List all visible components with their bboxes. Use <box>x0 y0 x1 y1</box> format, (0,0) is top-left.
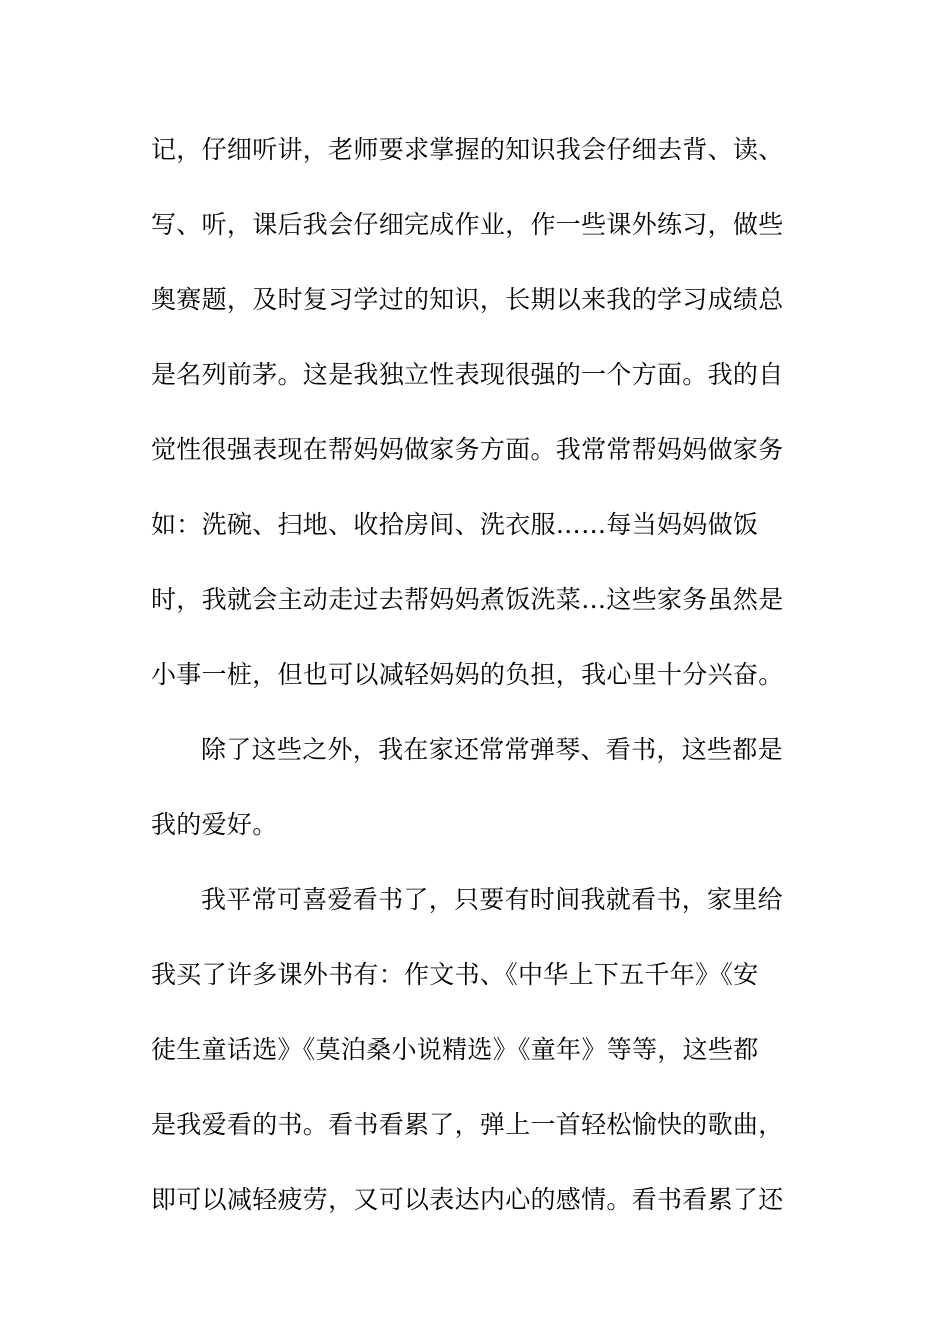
text-line: 写、听，课后我会仔细完成作业，作一些课外练习，做些 <box>151 210 784 239</box>
text-line: 我的爱好。 <box>151 810 278 839</box>
text-line: 小事一桩，但也可以减轻妈妈的负担，我心里十分兴奋。 <box>151 660 784 689</box>
paragraph-first-line: 除了这些之外，我在家还常常弹琴、看书，这些都是 <box>201 735 783 764</box>
text-line: 徒生童话选》《莫泊桑小说精选》《童年》等等，这些都 <box>151 1035 759 1064</box>
text-line: 记，仔细听讲，老师要求掌握的知识我会仔细去背、读、 <box>151 135 784 164</box>
text-line: 即可以减轻疲劳，又可以表达内心的感情。看书看累了还 <box>151 1185 784 1214</box>
text-line: 如：洗碗、扫地、收拾房间、洗衣服……每当妈妈做饭 <box>151 510 759 539</box>
text-line: 是名列前茅。这是我独立性表现很强的一个方面。我的自 <box>151 360 784 389</box>
text-line: 我买了许多课外书有：作文书、《中华上下五千年》《安 <box>151 960 759 989</box>
paragraph-first-line: 我平常可喜爱看书了，只要有时间我就看书，家里给 <box>201 885 783 914</box>
text-line: 时，我就会主动走过去帮妈妈煮饭洗菜…这些家务虽然是 <box>151 585 784 614</box>
text-line: 奥赛题，及时复习学过的知识，长期以来我的学习成绩总 <box>151 285 784 314</box>
text-line: 觉性很强表现在帮妈妈做家务方面。我常常帮妈妈做家务 <box>151 435 784 464</box>
text-line: 是我爱看的书。看书看累了，弹上一首轻松愉快的歌曲， <box>151 1110 784 1139</box>
